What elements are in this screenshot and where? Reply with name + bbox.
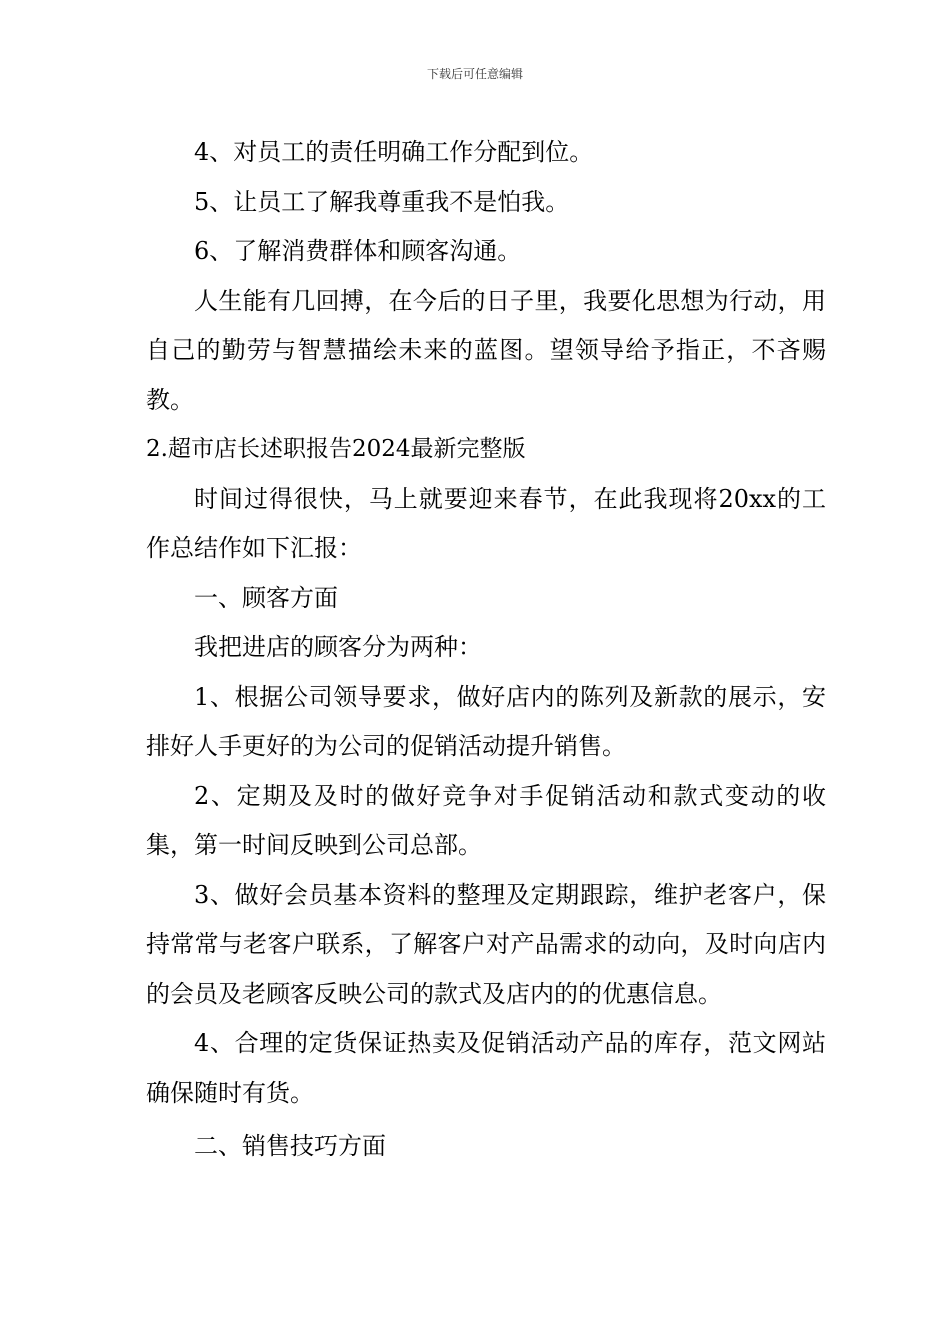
heading-sales-skills: 二、销售技巧方面 [194, 1132, 386, 1160]
paragraph-point-1: 1、根据公司领导要求，做好店内的陈列及新款的展示，安排好人手更好的为公司的促销活动提升销售。 [146, 682, 826, 760]
paragraph-point-3: 3、做好会员基本资料的整理及定期跟踪，维护老客户，保持常常与老客户联系，了解客户对产品需求的动向，及时向店内的会员及老顾客反映公司的款式及店内的的优惠信息。 [146, 880, 826, 1008]
paragraph-intro: 时间过得很快，马上就要迎来春节，在此我现将20xx的工作总结作如下汇报： [146, 484, 826, 562]
paragraph-customer-types: 我把进店的顾客分为两种： [194, 633, 482, 661]
document-body [146, 128, 826, 1172]
paragraph-item-5: 5、让员工了解我尊重我不是怕我。 [194, 187, 570, 216]
paragraph-item-4: 4、对员工的责任明确工作分配到位。 [194, 138, 594, 166]
paragraph-closing: 人生能有几回搏，在今后的日子里，我要化思想为行动，用自己的勤劳与智慧描绘未来的蓝图。望领导给予指正，不吝赐教。 [146, 286, 826, 414]
paragraph-point-2: 2、定期及及时的做好竞争对手促销活动和款式变动的收集，第一时间反映到公司总部。 [146, 781, 826, 859]
heading-customer: 一、顾客方面 [194, 583, 338, 612]
paragraph-point-4: 4、合理的定货保证热卖及促销活动产品的库存，范文网站确保随时有货。 [146, 1029, 826, 1107]
section-title: 2.超市店长述职报告2024最新完整版 [146, 436, 526, 462]
page-header: 下载后可任意编辑 [426, 67, 523, 81]
paragraph-item-6: 6、了解消费群体和顾客沟通。 [194, 237, 522, 265]
